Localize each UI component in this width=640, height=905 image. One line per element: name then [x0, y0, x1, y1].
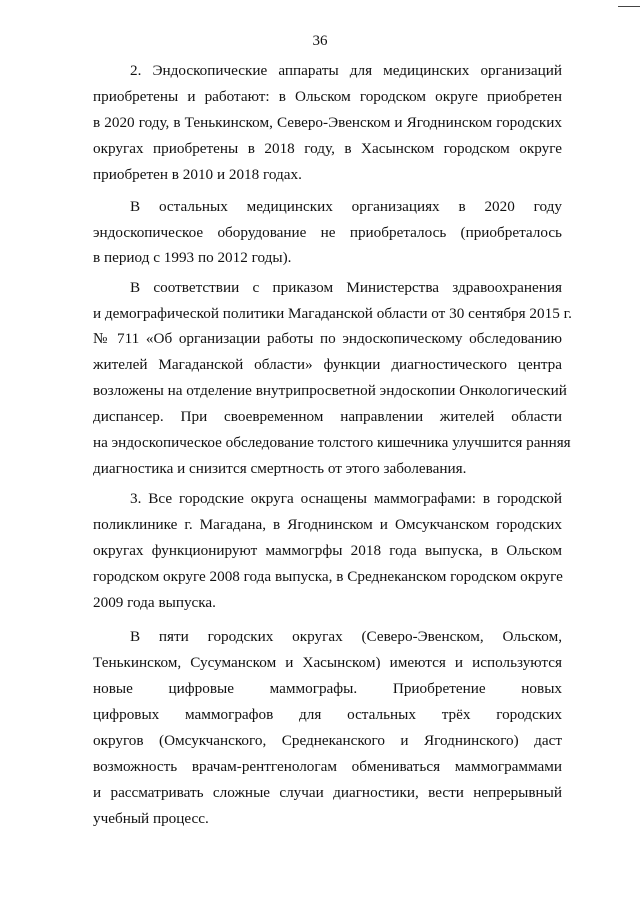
paragraph-3-line-2: и демографической политики Магаданской области от 30 сентября 2015 г. — [93, 305, 572, 322]
paragraph-3-line-5: возложены на отделение внутрипросветной эндоскопии Онкологический — [93, 382, 567, 399]
paragraph-4-line-3: округах функционируют маммогрфы 2018 года выпуска, в Ольском — [93, 542, 562, 559]
page-number: 36 — [312, 33, 328, 49]
paragraph-1-line-5: приобретен в 2010 и 2018 годах. — [93, 166, 302, 183]
paragraph-5-line-3: новые цифровые маммографы. Приобретение новых — [93, 680, 562, 697]
paragraph-5-line-8: учебный процесс. — [93, 810, 209, 827]
paragraph-1-line-4: округах приобретены в 2018 году, в Хасынском городском округе — [93, 140, 562, 157]
paragraph-5-line-2: Тенькинском, Сусуманском и Хасынском) имеются и используются — [93, 654, 562, 671]
paragraph-3-line-3: № 711 «Об организации работы по эндоскопическому обследованию — [93, 330, 562, 347]
paragraph-4-line-5: 2009 года выпуска. — [93, 594, 216, 611]
paragraph-4-line-1: 3. Все городские округа оснащены маммографами: в городской — [130, 490, 562, 507]
paragraph-3-line-4: жителей Магаданской области» функции диагностического центра — [93, 356, 562, 373]
paragraph-3-line-8: диагностика и снизится смертность от этого заболевания. — [93, 460, 467, 477]
paragraph-5-line-5: округов (Омсукчанского, Среднеканского и Ягоднинского) даст — [93, 732, 562, 749]
paragraph-2-line-3: в период с 1993 по 2012 годы). — [93, 249, 292, 266]
paragraph-4-line-2: поликлинике г. Магадана, в Ягоднинском и Омсукчанском городских — [93, 516, 562, 533]
paragraph-4-line-4: городском округе 2008 года выпуска, в Среднеканском городском округе — [93, 568, 563, 585]
paragraph-5-line-7: и рассматривать сложные случаи диагностики, вести непрерывный — [93, 784, 562, 801]
scan-edge-mark — [618, 6, 640, 7]
paragraph-1-line-3: в 2020 году, в Тенькинском, Северо-Эвенском и Ягоднинском городских — [93, 114, 562, 131]
paragraph-5-line-1: В пяти городских округах (Северо-Эвенском, Ольском, — [130, 628, 562, 645]
paragraph-5-line-6: возможность врачам-рентгенологам обмениваться маммограммами — [93, 758, 562, 775]
paragraph-2-line-1: В остальных медицинских организациях в 2020 году — [130, 198, 562, 215]
paragraph-2-line-2: эндоскопическое оборудование не приобреталось (приобреталось — [93, 224, 562, 241]
paragraph-3-line-7: на эндоскопическое обследование толстого кишечника улучшится ранняя — [93, 434, 571, 451]
paragraph-3-line-6: диспансер. При своевременном направлении жителей области — [93, 408, 562, 425]
paragraph-1-line-2: приобретены и работают: в Ольском городском округе приобретен — [93, 88, 562, 105]
paragraph-1-line-1: 2. Эндоскопические аппараты для медицинских организаций — [130, 62, 562, 79]
paragraph-5-line-4: цифровых маммографов для остальных трёх городских — [93, 706, 562, 723]
paragraph-3-line-1: В соответствии с приказом Министерства здравоохранения — [130, 279, 562, 296]
